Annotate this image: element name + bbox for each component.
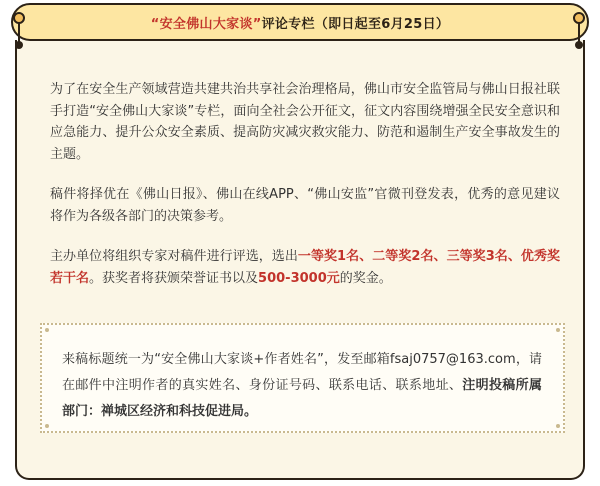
- awards-paragraph: [50, 246, 560, 289]
- intro-paragraph: 为了在安全生产领域营造共建共治共享社会治理格局，佛山市安全监管局与佛山日报社联手打造“安全佛山大家谈”专栏，面向全社会公开征文，征文内容围绕增强全民安全意识和应急能力、提升公众安全素质、提高防灾减灾救灾能力、防范和遏制生产安全事故发生的主题。: [50, 82, 560, 162]
- corner-dot-icon: [45, 328, 49, 332]
- note-text-a: 来稿标题统一为“安全佛山大家谈+作者姓名”，发至邮箱fsaj0757@163.com，请在邮件中注明作者的真实姓名、身份证号码、联系电话、联系地址、: [62, 352, 542, 393]
- corner-dot-icon: [556, 328, 560, 332]
- note-text-bold: 注明投稿所属部门：禅城区经济和科技促进局。: [62, 378, 542, 419]
- submission-instructions: [62, 347, 542, 425]
- title-rest: 评论专栏（即日起至6月25日）: [261, 17, 450, 32]
- publication-paragraph: 稿件将择优在《佛山日报》、佛山在线APP、“佛山安监”官微刊登发表，优秀的意见建议将作为各级各部门的决策参考。: [50, 187, 560, 224]
- scroll-pin-right-icon: [572, 12, 586, 49]
- title-highlight: “安全佛山大家谈”: [150, 17, 262, 32]
- awards-text-c: 的奖金。: [339, 270, 392, 286]
- submission-note-box: [40, 323, 565, 433]
- scroll-header: [11, 3, 589, 41]
- corner-dot-icon: [45, 424, 49, 428]
- awards-text-b: 。获奖者将获颁荣誉证书以及: [89, 270, 259, 286]
- page-title: [13, 13, 587, 32]
- awards-list: 一等奖1名、二等奖2名、三等奖3名、优秀奖若干名: [50, 249, 560, 286]
- prize-amount: 500-3000元: [258, 270, 340, 286]
- corner-dot-icon: [556, 424, 560, 428]
- scroll-pin-left-icon: [12, 12, 26, 49]
- awards-text-a: 主办单位将组织专家对稿件进行评选，选出: [50, 249, 298, 264]
